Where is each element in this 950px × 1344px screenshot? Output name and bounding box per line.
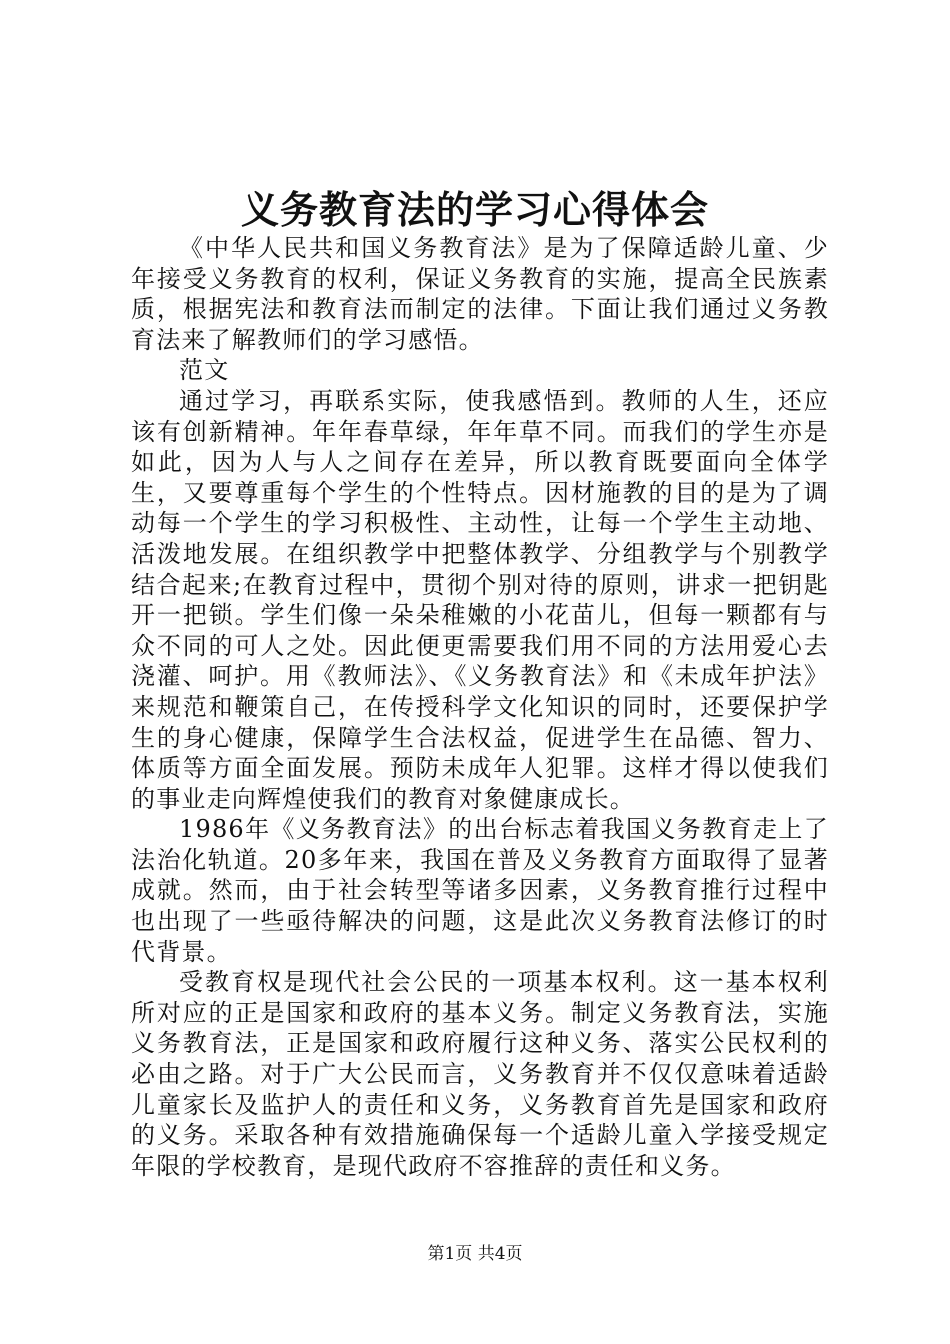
body-paragraph: 通过学习，再联系实际，使我感悟到。教师的人生，还应该有创新精神。年年春草绿，年年草不同。而我们的学生亦是如此，因为人与人之间存在差异，所以教育既要面向全体学生，又要尊重每个学生的个性特点。因材施教的目的是为了调动每一个学生的学习积极性、主动性，让每一个学生主动地、活泼地发展。在组织教学中把整体教学、分组教学与个别教学结合起来;在教育过程中，贯彻个别对待的原则，讲求一把钥匙开一把锁。学生们像一朵朵稚嫩的小花苗儿，但每一颗都有与众不同的可人之处。因此便更需要我们用不同的方法用爱心去浇灌、呵护。用《教师法》、《义务教育法》和《未成年护法》来规范和鞭策自己，在传授科学文化知识的同时，还要保护学生的身心健康，保障学生合法权益，促进学生在品德、智力、体质等方面全面发展。预防未成年人犯罪。这样才得以使我们的事业走向辉煌使我们的教育对象健康成长。 — [131, 386, 829, 813]
section-label: 范文 — [179, 356, 230, 385]
body-paragraph: 受教育权是现代社会公民的一项基本权利。这一基本权利所对应的正是国家和政府的基本义务。制定义务教育法，实施义务教育法，正是国家和政府履行这种义务、落实公民权利的必由之路。对于广大公民而言，义务教育并不仅仅意味着适龄儿童家长及监护人的责任和义务，义务教育首先是国家和政府的义务。采取各种有效措施确保每一个适龄儿童入学接受规定年限的学校教育，是现代政府不容推辞的责任和义务。 — [131, 968, 829, 1180]
body-paragraph: 1986年《义务教育法》的出台标志着我国义务教育走上了法治化轨道。20多年来，我国在普及义务教育方面取得了显著成就。然而，由于社会转型等诸多因素，义务教育推行过程中也出现了一些亟待解决的问题，这是此次义务教育法修订的时代背景。 — [131, 815, 829, 966]
document-title: 义务教育法的学习心得体会 — [240, 187, 709, 232]
intro-paragraph: 《中华人民共和国义务教育法》是为了保障适龄儿童、少年接受义务教育的权利，保证义务教育的实施，提高全民族素质，根据宪法和教育法而制定的法律。下面让我们通过义务教育法来了解教师们的学习感悟。 — [131, 234, 829, 354]
document-body — [131, 233, 829, 1181]
page-footer: 第1页 共4页 — [427, 1244, 523, 1264]
